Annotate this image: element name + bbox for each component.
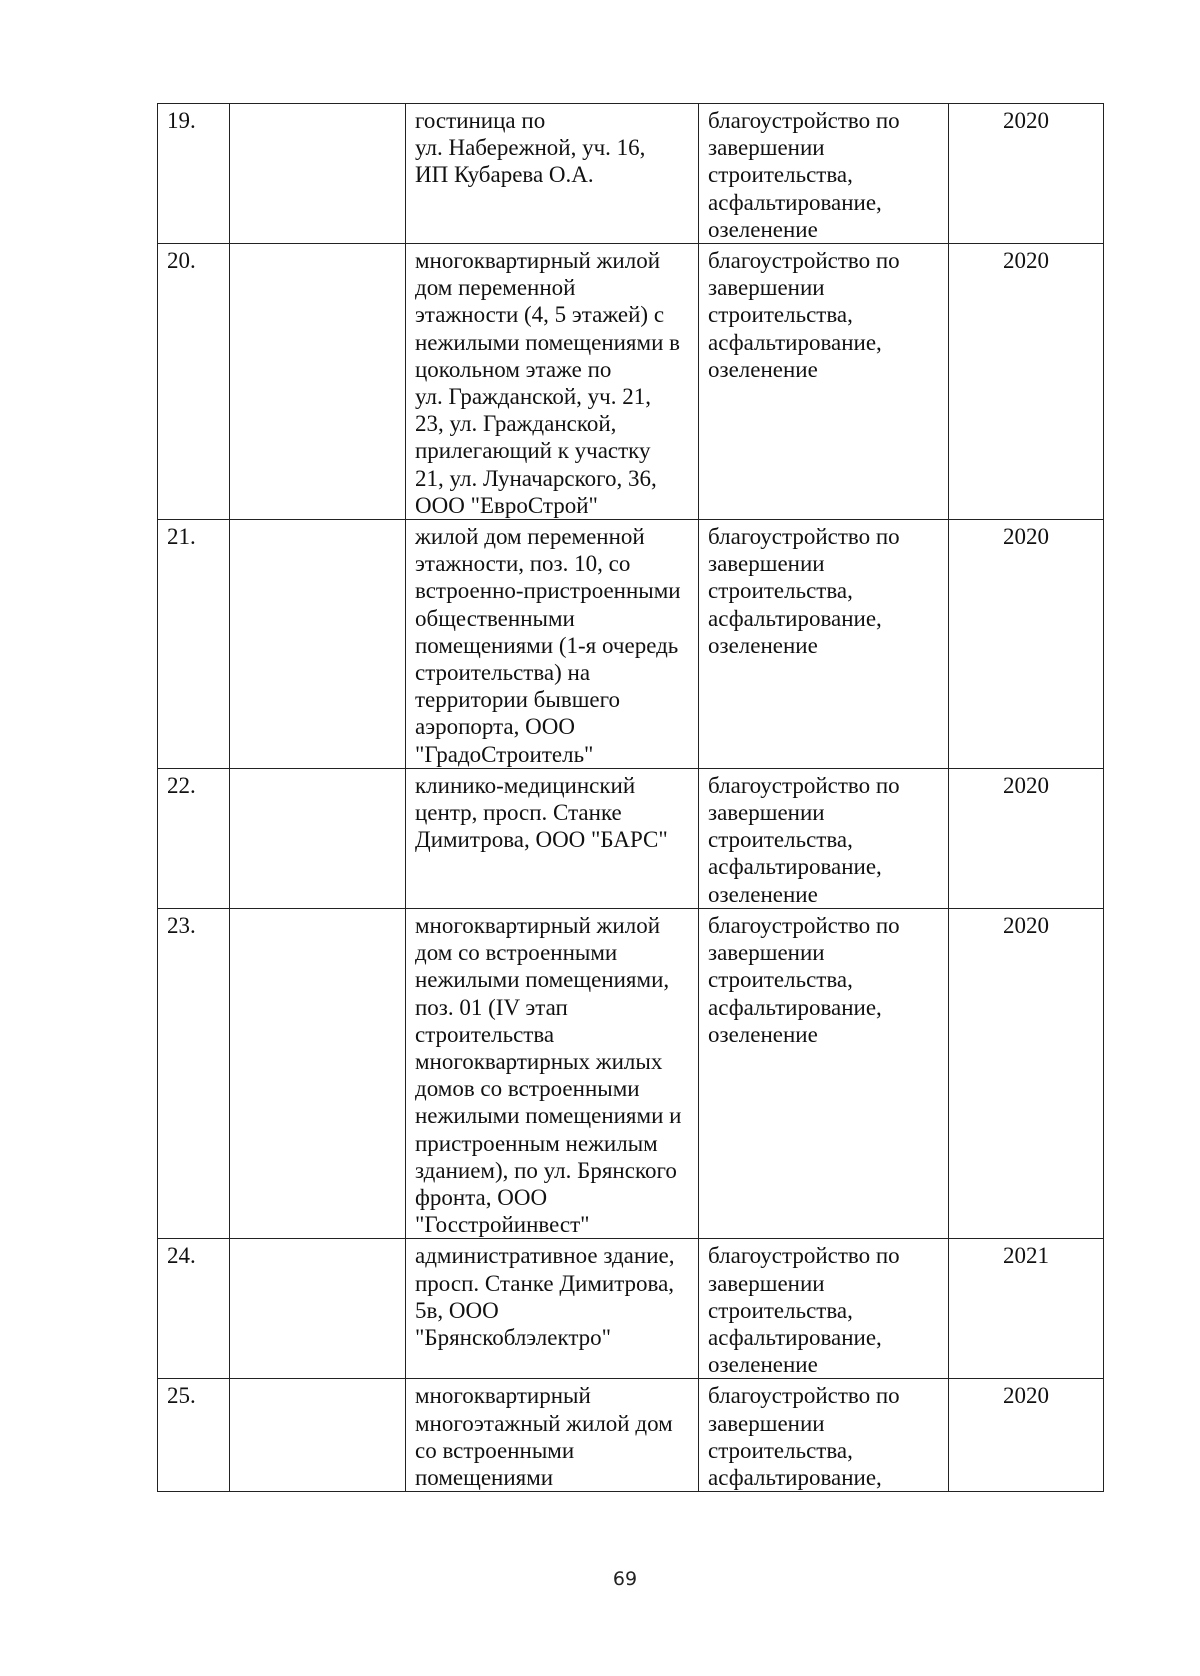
row-number: 24. [158, 1239, 230, 1379]
table-row [158, 244, 1104, 520]
year-cell: 2020 [949, 520, 1104, 769]
table-row [158, 520, 1104, 769]
table-row [158, 908, 1104, 1238]
object-cell: клинико-медицинский центр, просп. Станке Димитрова, ООО "БАРС" [406, 768, 699, 908]
table-row [158, 1379, 1104, 1492]
year-cell: 2020 [949, 1379, 1104, 1492]
blank-cell [230, 1379, 406, 1492]
year-cell: 2020 [949, 244, 1104, 520]
object-cell: гостиница по ул. Набережной, уч. 16, ИП Кубарева О.А. [406, 104, 699, 244]
works-cell: благоустройство по завершении строительства, асфальтирование, озеленение [699, 520, 949, 769]
works-cell: благоустройство по завершении строительства, асфальтирование, [699, 1379, 949, 1492]
works-cell: благоустройство по завершении строительства, асфальтирование, озеленение [699, 768, 949, 908]
row-number: 20. [158, 244, 230, 520]
row-number: 19. [158, 104, 230, 244]
table-row [158, 1239, 1104, 1379]
works-cell: благоустройство по завершении строительства, асфальтирование, озеленение [699, 1239, 949, 1379]
blank-cell [230, 520, 406, 769]
year-cell: 2020 [949, 768, 1104, 908]
works-cell: благоустройство по завершении строительства, асфальтирование, озеленение [699, 908, 949, 1238]
year-cell: 2020 [949, 104, 1104, 244]
object-cell: многоквартирный многоэтажный жилой дом со встроенными помещениями [406, 1379, 699, 1492]
table-row [158, 768, 1104, 908]
row-number: 21. [158, 520, 230, 769]
works-cell: благоустройство по завершении строительства, асфальтирование, озеленение [699, 244, 949, 520]
object-cell: жилой дом переменной этажности, поз. 10, со встроенно-пристроенными общественными помещениями (1-я очередь строительства) на территории бывшего аэропорта, ООО "ГрадоСтроитель" [406, 520, 699, 769]
blank-cell [230, 768, 406, 908]
page-number: 69 [612, 1568, 638, 1590]
blank-cell [230, 244, 406, 520]
object-cell: многоквартирный жилой дом со встроенными нежилыми помещениями, поз. 01 (IV этап строительства многоквартирных жилых домов со встроенными нежилыми помещениями и пристроенным нежилым зданием), по ул. Брянского фронта, ООО "Госстройинвест" [406, 908, 699, 1238]
year-cell: 2020 [949, 908, 1104, 1238]
blank-cell [230, 104, 406, 244]
object-cell: многоквартирный жилой дом переменной этажности (4, 5 этажей) с нежилыми помещениями в цокольном этаже по ул. Гражданской, уч. 21, 23, ул. Гражданской, прилегающий к участку 21, ул. Луначарского, 36, ООО "ЕвроСтрой" [406, 244, 699, 520]
row-number: 23. [158, 908, 230, 1238]
blank-cell [230, 1239, 406, 1379]
works-cell: благоустройство по завершении строительства, асфальтирование, озеленение [699, 104, 949, 244]
row-number: 22. [158, 768, 230, 908]
object-cell: административное здание, просп. Станке Димитрова, 5в, ООО "Брянскоблэлектро" [406, 1239, 699, 1379]
blank-cell [230, 908, 406, 1238]
table-row [158, 104, 1104, 244]
objects-table [157, 103, 1104, 1492]
row-number: 25. [158, 1379, 230, 1492]
year-cell: 2021 [949, 1239, 1104, 1379]
